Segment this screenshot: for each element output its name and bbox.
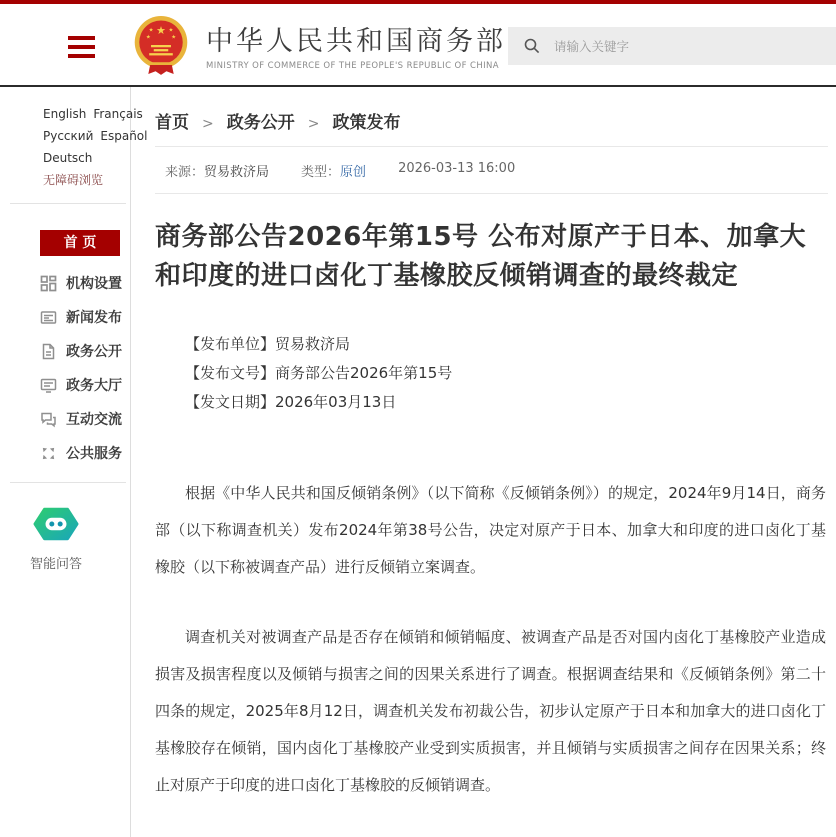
sidebar-item-public-service[interactable] [0,436,130,470]
sidebar [0,87,148,837]
language-link-español[interactable]: Español [100,129,148,143]
article-meta [155,161,828,180]
sidebar-item-label: 公共服务 [66,446,122,462]
site-subtitle: MINISTRY OF COMMERCE OF THE PEOPLE'S REPUBLIC OF CHINA [206,61,499,71]
article-paragraph: 调查机关对被调查产品是否存在倾销和倾销幅度、被调查产品是否对国内卤化丁基橡胶产业造成损害及损害程度以及倾销与损害之间的因果关系进行了调查。根据调查结果和《反倾销条例》第二十四条的规定，2025年8月12日，调查机关发布初裁公告，初步认定原产于日本和加拿大的进口卤化丁基橡胶存在倾销，国内卤化丁基橡胶产业受到实质损害，并且倾销与实质损害之间存在因果关系；终止对原产于印度的进口卤化丁基橡胶的反倾销调查。 [155,628,826,794]
svg-text:★: ★ [145,34,151,41]
divider [155,146,828,147]
meta-type-value: 原创 [340,165,367,180]
svg-text:★: ★ [168,27,174,34]
sidebar-item-label: 互动交流 [66,412,122,428]
sidebar-item-interaction[interactable] [0,402,130,436]
article-info-line: 【发文日期】2026年03月13日 [185,393,397,411]
breadcrumb-item[interactable]: 首页 [155,113,189,133]
language-row [43,147,130,169]
sidebar-menu [0,266,130,470]
site-title: 中华人民共和国商务部 [206,26,506,57]
site-logo[interactable] [132,14,506,76]
grid-icon [40,275,57,292]
article-info-line: 【发布单位】贸易救济局 [185,335,351,353]
article-body [155,475,828,804]
meta-source-label: 来源： [165,165,205,180]
robot-icon [33,507,79,541]
accessibility-link[interactable]: 无障碍浏览 [43,173,104,187]
smart-qa-button[interactable] [0,507,130,572]
sidebar-item-label: 新闻发布 [66,310,122,326]
article-title: 商务部公告2026年第15号 公布对原产于日本、加拿大和印度的进口卤化丁基橡胶反倾销调查的最终裁定 [155,222,807,291]
language-row [43,103,143,125]
breadcrumb-item[interactable]: 政策发布 [332,113,401,133]
search-input[interactable] [552,38,802,55]
content-area [131,87,836,837]
news-icon [40,309,57,326]
svg-text:★: ★ [156,24,166,38]
sidebar-item-service-hall[interactable] [0,368,130,402]
svg-text:★: ★ [171,34,177,41]
breadcrumb-item[interactable]: 政务公开 [226,113,295,133]
search-box[interactable] [508,27,836,65]
sidebar-item-label: 机构设置 [66,276,122,292]
language-list [0,103,148,169]
breadcrumb-separator: > [307,116,320,132]
sidebar-item-label: 政务大厅 [66,378,122,394]
breadcrumb-separator: > [202,116,214,132]
meta-type-label: 类型： [301,165,341,180]
sidebar-divider [10,203,126,204]
language-link-english[interactable]: English [43,107,87,121]
breadcrumb [155,108,828,133]
meta-source-value: 贸易救济局 [204,165,270,180]
language-link-français[interactable]: Français [93,107,143,121]
sidebar-divider [10,482,126,483]
article-info [155,330,828,417]
article-paragraph: 根据《中华人民共和国反倾销条例》（以下简称《反倾销条例》）的规定，2024年9月14日，商务部（以下称调查机关）发布2024年第38号公告，决定对原产于日本、加拿大和印度的进口卤化丁基橡胶（以下称被调查产品）进行反倾销立案调查。 [155,484,826,576]
article-info-line: 【发布文号】商务部公告2026年第15号 [185,364,453,382]
hamburger-menu-icon[interactable] [68,36,95,58]
divider [155,193,828,194]
monitor-icon [40,377,57,394]
search-icon[interactable] [524,38,540,54]
language-row [43,125,148,147]
language-link-русский[interactable]: Русский [43,129,94,143]
sidebar-item-gov-info[interactable] [0,334,130,368]
national-emblem-icon [132,14,190,76]
chat-icon [40,411,57,428]
svg-text:★: ★ [148,27,154,34]
sidebar-item-home[interactable]: 首 页 [40,230,120,256]
sidebar-item-org-setup[interactable] [0,266,130,300]
language-link-deutsch[interactable]: Deutsch [43,151,93,165]
sidebar-item-label: 政务公开 [66,344,122,360]
sidebar-item-news-release[interactable] [0,300,130,334]
site-header [0,4,836,87]
meta-datetime: 2026-03-13 16:00 [398,161,516,176]
smart-qa-label: 智能问答 [29,557,82,572]
arrows-icon [40,445,57,462]
document-icon [40,343,57,360]
